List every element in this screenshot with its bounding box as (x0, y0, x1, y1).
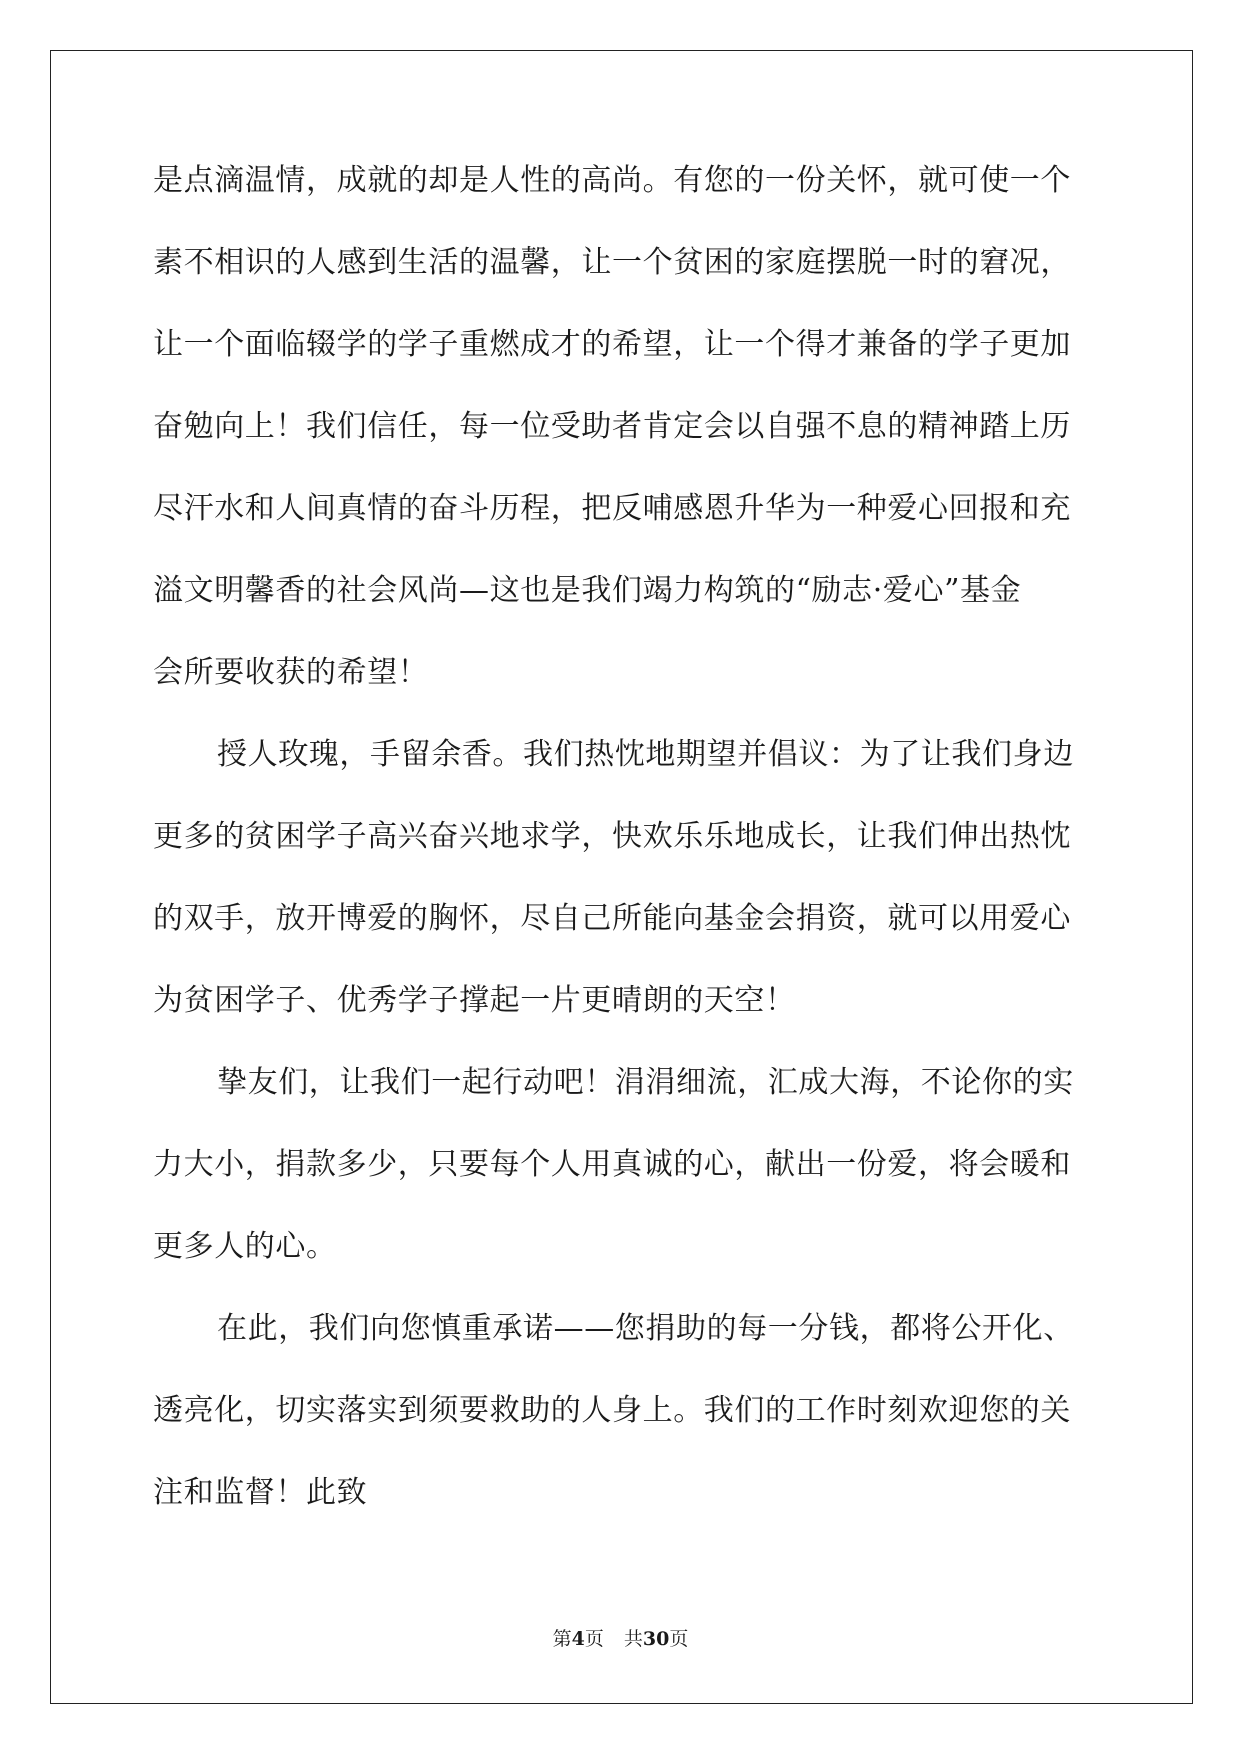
text-line: 尽汗水和人间真情的奋斗历程，把反哺感恩升华为一种爱心回报和充 (153, 491, 1071, 526)
text-line: 透亮化，切实落实到须要救助的人身上。我们的工作时刻欢迎您的关 (153, 1393, 1071, 1428)
text-line: 注和监督！此致 (153, 1475, 368, 1510)
total-prefix: 共 (623, 1628, 643, 1650)
text-line: 的双手，放开博爱的胸怀，尽自己所能向基金会捐资，就可以用爱心 (153, 901, 1071, 936)
total-suffix: 页 (669, 1628, 689, 1650)
page-suffix: 页 (584, 1628, 604, 1650)
page-number: 4 (571, 1628, 585, 1650)
paragraph-first-line: 授人玫瑰，手留余香。我们热忱地期望并倡议：为了让我们身边 (217, 737, 1074, 772)
text-line: 更多人的心。 (153, 1229, 337, 1264)
document-body (153, 155, 1089, 1549)
paragraph-first-line: 挚友们，让我们一起行动吧！涓涓细流，汇成大海，不论你的实 (217, 1065, 1074, 1100)
page-footer (0, 1627, 1241, 1651)
text-line: 溢文明馨香的社会风尚—这也是我们竭力构筑的“励志·爱心”基金 (153, 573, 1022, 608)
page-prefix: 第 (552, 1628, 572, 1650)
text-line: 是点滴温情，成就的却是人性的高尚。有您的一份关怀，就可使一个 (153, 163, 1071, 198)
text-line: 会所要收获的希望！ (153, 655, 429, 690)
text-line: 素不相识的人感到生活的温馨，让一个贫困的家庭摆脱一时的窘况， (153, 245, 1071, 280)
text-line: 奋勉向上！我们信任，每一位受助者肯定会以自强不息的精神踏上历 (153, 409, 1071, 444)
text-line: 为贫困学子、优秀学子撑起一片更晴朗的天空！ (153, 983, 796, 1018)
paragraph-first-line: 在此，我们向您慎重承诺——您捐助的每一分钱，都将公开化、 (217, 1311, 1074, 1346)
total-pages: 30 (642, 1628, 670, 1650)
text-line: 让一个面临辍学的学子重燃成才的希望，让一个得才兼备的学子更加 (153, 327, 1071, 362)
text-line: 更多的贫困学子高兴奋兴地求学，快欢乐乐地成长，让我们伸出热忱 (153, 819, 1071, 854)
text-line: 力大小，捐款多少，只要每个人用真诚的心，献出一份爱，将会暖和 (153, 1147, 1071, 1182)
